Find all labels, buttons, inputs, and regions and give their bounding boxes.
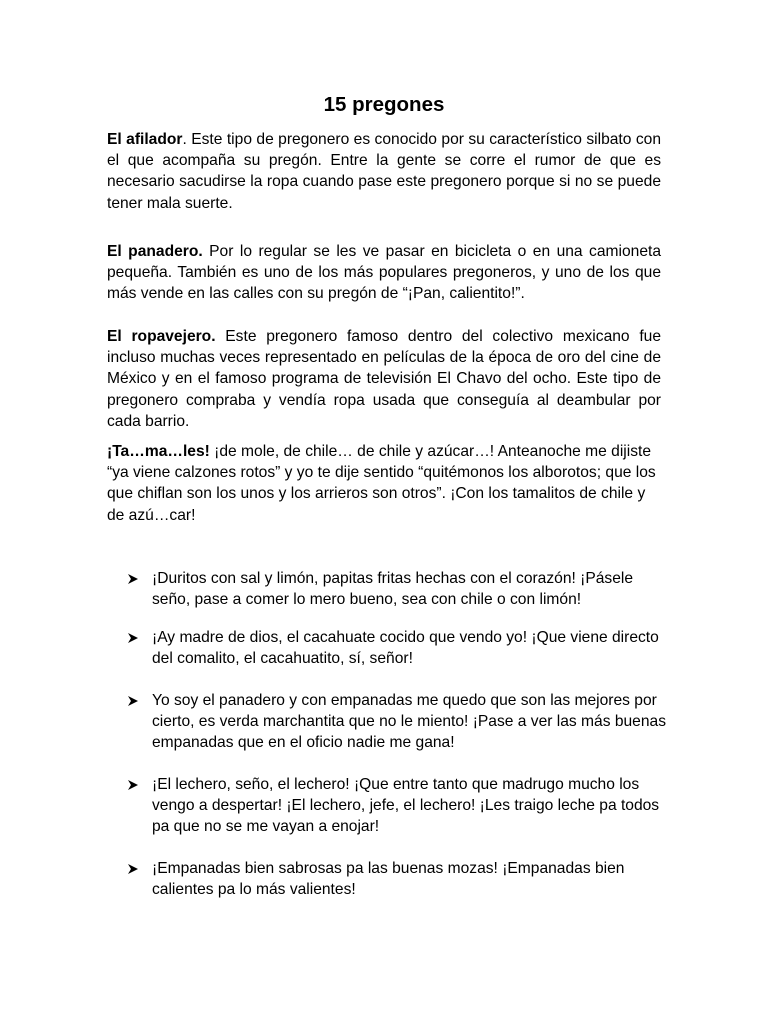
arrowhead-bullet-icon [127,632,139,644]
paragraph-ropavejero [107,326,661,432]
arrowhead-bullet-icon [127,573,139,585]
list-item-text: ¡Ay madre de dios, el cacahuate cocido que vendo yo! ¡Que viene directo del comalito, el cacahuatito, sí, señor! [152,629,659,668]
paragraph-tamales [107,441,661,526]
paragraph-afilador [107,129,661,214]
list-item-text: ¡Duritos con sal y limón, papitas fritas hechas con el corazón! ¡Pásele seño, pase a comer lo mero bueno, sea con chile o con limón! [152,570,634,609]
paragraph-body: Por lo regular se les ve pasar en bicicleta o en una camioneta pequeña. También es uno de los más populares pregoneros, y uno de los que más vende en las calles con su pregón de “¡Pan, calientito!”. [107,243,661,303]
paragraph-body: . Este tipo de pregonero es conocido por su característico silbato con el que acompaña su pregón. Entre la gente se corre el rumor de que es necesario sacudirse la ropa cuando pase este pregonero porque si no se puede tener mala suerte. [107,131,661,212]
arrowhead-bullet-icon [127,695,139,707]
page-title: 15 pregones [323,93,445,116]
paragraph-panadero [107,241,661,305]
arrowhead-bullet-icon [127,779,139,791]
paragraph-lead: ¡Ta…ma…les! [107,443,210,460]
list-item-text: ¡El lechero, seño, el lechero! ¡Que entre tanto que madrugo mucho los vengo a despertar! ¡El lechero, jefe, el lechero! ¡Les traigo leche pa todos pa que no se me vayan a enojar! [152,776,660,836]
paragraph-body: ¡de mole, de chile… de chile y azúcar…! Anteanoche me dijiste “ya viene calzones rotos” y yo te dije sentido “quitémonos los alborotos; que los que chiflan son los unos y los arrieros son otros”. ¡Con los tamalitos de chile y de azú…car! [107,443,656,524]
paragraph-lead: El panadero. [107,243,203,260]
list-item-text: ¡Empanadas bien sabrosas pa las buenas mozas! ¡Empanadas bien calientes pa lo más valientes! [152,860,625,899]
arrowhead-bullet-icon [127,863,139,875]
paragraph-body: Este pregonero famoso dentro del colectivo mexicano fue incluso muchas veces representado en películas de la época de oro del cine de México y en el famoso programa de televisión El Chavo del ocho. Este tipo de pregonero compraba y vendía ropa usada que conseguía al deambular por cada barrio. [107,328,661,430]
list-item-text: Yo soy el panadero y con empanadas me quedo que son las mejores por cierto, es verda marchantita que no le miento! ¡Pase a ver las más buenas empanadas que en el oficio nadie me gana! [152,692,666,752]
paragraph-lead: El afilador [107,131,183,148]
paragraph-lead: El ropavejero. [107,328,216,345]
